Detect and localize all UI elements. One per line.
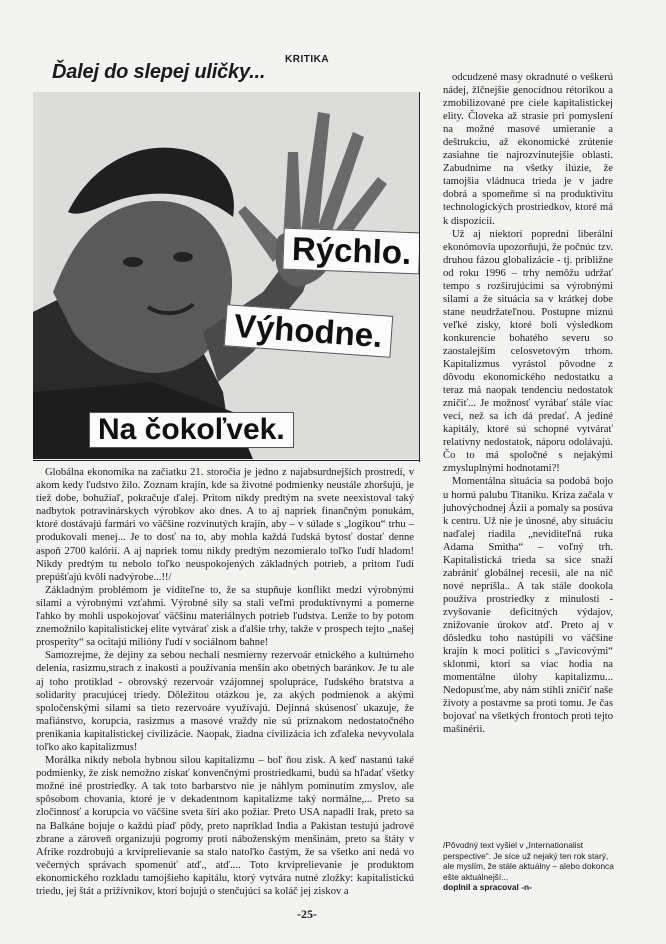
paragraph: Už aj niektorí poprední liberálni ekonómovia upozorňujú, že počnúc tzv. druhou fázou globalizácie - tj. približne od roku 1996 – trhy nemôžu udržať tempo s rozširujúcimi sa výrobnými silami a že situácia sa v krátkej dobe stane neudržateľnou. Postupne miznú veľké zisky, ktoré boli výsledkom konkurencie bohatého severu so zaostalejším celosvetovým trhom. Kapitalizmus vyrástol pôvodne z dôvodu ekonomického nedostatku a teraz má naopak tendenciu nedostatok zničiť... Je možnosť vyrábať stále viac vecí, než sa ich dá predať. A jediné kapitály, ktoré sú schopné vytvárať relatívny nedostatok, náporu odolávajú. Čo to má spoločné s nejakými zmysluplnými hodnotami?! [443, 228, 613, 475]
slogan-for-anything: Na čokoľvek. [89, 412, 294, 448]
photo-bottom-rule [33, 460, 419, 461]
article-body-right [443, 71, 613, 736]
column-divider [419, 92, 420, 462]
author-credit: doplnil a spracoval -n- [443, 882, 532, 892]
page-number: -25- [297, 907, 317, 921]
source-text: /Pôvodný text vyšiel v „Internationalist perspective“. Je síce už nejaký ten rok starý, ale myslím, že stále aktuálny – alebo dokonca ešte aktuálnejší... [443, 840, 614, 882]
slogan-quickly: Rýchlo. [282, 228, 420, 275]
paragraph: Morálka nikdy nebola hybnou silou kapitalizmu – boľ ňou zisk. A keď nastanú také podmienky, že zisk nemožno získať konvenčnými prostriedkami, budú sa hľadať všetky možné iné prostriedky. A tak toto barbarstvo nie je náhlym pominutím zmyslov, ale spôsobom chovania, ktoré je v dekadentnom kapitalizme taký normálne,... Preto sa zločinnosť a korupcia vo väčšine sveta šíri ako požiar. Preto USA napadli Irak, preto sa na Balkáne bojuje o každú piaď pôdy, preto napríklad India a Pakistan testujú jadrové zbrane a zároveň organizujú pogromy proti náboženským menšinám, preto sa štáty v Afrike rozdrobujú a krviprelievanie sa stalo natoľko častým, že sa všetko ani nedá vo večerných správach spomenúť atď., atď.... Toto krviprelievanie je produktom ekonomického rozkladu tamojšieho kapitálu, ktorý vytvára nutné zložky: kapitalistickú triedu, jej štát a prižívnikov, ktorí bojujú o stenčujúci sa koláč jej ziskov a [36, 755, 414, 897]
paragraph: Samozrejme, že dejiny za sebou nechali nesmierny rezervoár etnického a kultúrneho delenia, rasizmu,strach z inakosti a používania menšín ako obetných baránkov. Je tu ale aj toho protiklad - obrovský rezervoár vzájomnej spolupráce, ľudského bratstva a solidarity pracujúcej triedy. Dôležitou otázkou je, za akých podmienok a akými spoločenskými silami sa tieto rezervoáre využívajú. Dejinná skúsenosť ukazuje, že mafiánstvo, korupcia, rasizmus a masové vraždy nie sú príznakom nedostatočného prenikania kapitalistickej civilizácie. Naopak, žiadna civilizácia ich zďaleka nevyvolala toľko ako kapitalizmus! [36, 650, 414, 753]
paragraph: Globálna ekonomika na začiatku 21. storočia je jedno z najabsurdnejších prostredí, v akom kedy ľudstvo žilo. Zoznam krajín, kde sa životné podmienky neustále zhoršujú, je tiež dobe, bohužiaľ, pokračuje ďalej. Pritom nikdy predtým na svete neexistoval taký nadbytok potravinárskych výrobkov ako dnes. A to aj napriek finančným ponukám, ktoré dostávajú farmári vo väčšine rozvinutých krajín, aby – v súlade s „logikou“ trhu – produkovali menej... Je to dosť na to, aby mohla každá ľudská bytosť dostať denne aspoň 2700 kalórií. A aj napriek tomu nikdy predtým nezomieralo toľko ľudí hladom! Nikdy predtým tu nebolo toľko neuspokojených základných potrieb, a pritom ľudí prepúšťajú kvôli nadvýrobe...!!/ [36, 467, 414, 583]
politician-photo [33, 92, 420, 459]
paragraph: Základným problémom je viditeľne to, že sa stupňuje konflikt medzi výrobnými silami a výrobnými vzťahmi. Výrobné sily sa stali veľmi produktívnymi a pomerne ľahko by mohli uspokojovať väčšinu materiálnych potrieb ľudstva. Lenže to by potom znemožnilo kapitalistickej elite vytvárať zisk a ďalšie trhy, takže v prospech tejto „našej prosperity“ sa ocitajú milióny ľudí v sociálnom bahne! [36, 584, 414, 649]
paragraph: Momentálna situácia sa podobá bojo u hornú palubu Titaniku. Kríza začala v juhovýchodnej Ázii a pomaly sa posúva k centru. Už nie je únosné, aby situáciu naďalej riadila „neviditeľná ruka Adama Smitha“ – voľný trh. Kapitalistická trieda sa sice snaží zabrániť globálnej recesii, ale na nič nové nepríšla.. A tak stále dookola používa prostriedky z minulosti - zvyšovanie deficitných výdajov, znižovanie úrokov atď. Preto aj v dôsledku toho nastúpili vo väčšine krajín k moci politici s „ľavicovými“ sklonmi, ktorí sa viac hodia na momentálne úlohy kapitalizmu... Nedopusťme, aby nám stihli zničiť naše životy a postavme sa proti tomu. Je čas bojovať na všetkých frontoch proti tejto mašinérii. [443, 476, 613, 736]
slogan-profitably: Výhodne. [224, 304, 393, 358]
photo-illustration [33, 92, 419, 459]
article-title: Ďalej do slepej uličky... [52, 61, 266, 83]
source-note [443, 840, 619, 893]
section-rubric: KRITIKA [285, 54, 330, 65]
paragraph: odcudzené masy okradnuté o veškerú nádej, žlčnejšie genocídnou rétorikou a zmobilizované pre ciele kapitalistickej elity. Človeka až strasie pri pomyslení na možné masové umieranie a deštrukciu, až ekonomické zrútenie zasiahne tie najrozvinutejšie oblasti. Zabudnime na všetky ilúzie, že tamojšia vládnuca trieda je v jadre dobrá a spomeňme si na produktivitu technologických prostriedkov, ktoré má k dispozícii. [443, 72, 613, 227]
article-body-left [36, 466, 414, 898]
